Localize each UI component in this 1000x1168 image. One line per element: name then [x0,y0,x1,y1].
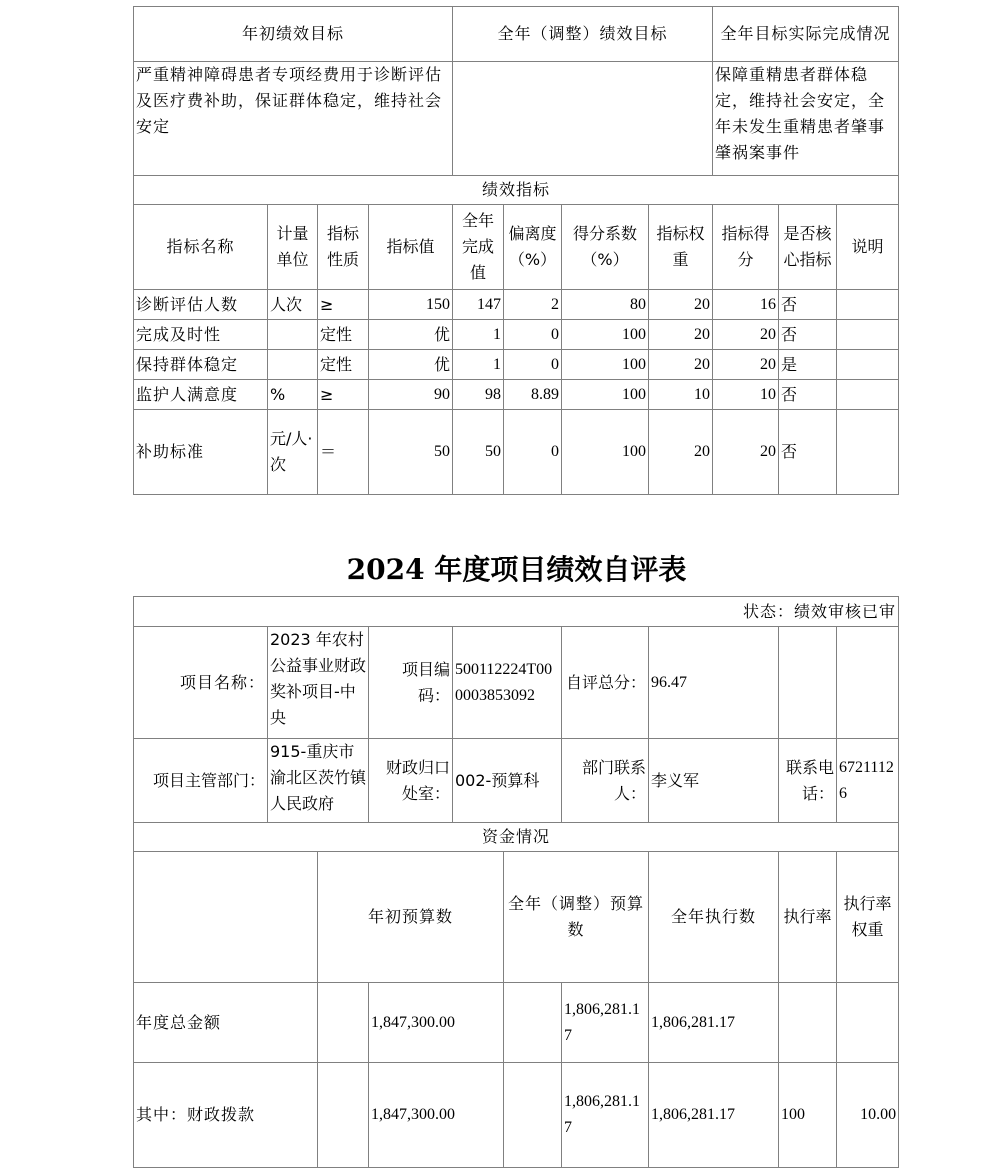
header-initial-goal: 年初绩效目标 [134,7,453,62]
indicator-actual: 50 [453,410,504,495]
indicator-target: 90 [369,380,453,410]
indicator-name: 保持群体稳定 [134,350,268,380]
indicator-coef: 100 [562,380,649,410]
dept-label: 项目主管部门： [134,739,268,823]
indicator-core: 否 [779,290,837,320]
indicator-weight: 20 [649,410,713,495]
fund-initial: 1,847,300.00 [369,1063,504,1168]
indicator-nature: 定性 [318,350,369,380]
indicator-core: 否 [779,410,837,495]
adjusted-goal-text [453,62,713,176]
indicator-note [837,410,899,495]
phone-label: 联系电话： [779,739,837,823]
table-row [134,1063,899,1168]
col-header-coef: 得分系数（%） [562,205,649,290]
indicator-deviation: 8.89 [504,380,562,410]
indicator-score: 20 [713,320,779,350]
status-text: 状态：绩效审核已审 [134,597,899,627]
indicator-actual: 1 [453,320,504,350]
indicator-name: 监护人满意度 [134,380,268,410]
fund-rate-weight: 10.00 [837,1063,899,1168]
indicator-unit [268,350,318,380]
indicator-coef: 100 [562,350,649,380]
indicator-coef: 100 [562,410,649,495]
col-header-target: 指标值 [369,205,453,290]
indicator-score: 20 [713,410,779,495]
phone-value: 67211126 [837,739,899,823]
actual-completion-text: 保障重精患者群体稳定，维持社会安定，全年未发生重精患者肇事肇祸案事件 [713,62,899,176]
indicator-core: 是 [779,350,837,380]
indicator-core: 否 [779,320,837,350]
indicator-target: 优 [369,320,453,350]
indicator-score: 16 [713,290,779,320]
self-score-value: 96.47 [649,627,779,739]
indicator-target: 优 [369,350,453,380]
header-adjusted-goal: 全年（调整）绩效目标 [453,7,713,62]
table-row [134,380,899,410]
indicator-actual: 147 [453,290,504,320]
indicator-deviation: 0 [504,320,562,350]
fund-executed: 1,806,281.17 [649,983,779,1063]
indicator-score: 20 [713,350,779,380]
col-header-initial-budget: 年初预算数 [318,852,504,983]
col-header-deviation: 偏离度（%） [504,205,562,290]
indicator-coef: 80 [562,290,649,320]
indicator-name: 诊断评估人数 [134,290,268,320]
table-row [134,350,899,380]
project-code-value: 500112224T000003853092 [453,627,562,739]
fund-initial: 1,847,300.00 [369,983,504,1063]
dept-value: 915-重庆市渝北区茨竹镇人民政府 [268,739,369,823]
indicator-actual: 98 [453,380,504,410]
indicator-nature: 定性 [318,320,369,350]
project-name-value: 2023 年农村公益事业财政奖补项目-中央 [268,627,369,739]
indicator-weight: 20 [649,350,713,380]
indicator-name: 补助标准 [134,410,268,495]
initial-goal-text: 严重精神障碍患者专项经费用于诊断评估及医疗费补助，保证群体稳定，维持社会安定 [134,62,453,176]
col-header-executed: 全年执行数 [649,852,779,983]
indicator-nature: ≥ [318,290,369,320]
indicator-score: 10 [713,380,779,410]
fund-rate [779,983,837,1063]
project-code-label: 项目编码： [369,627,453,739]
indicator-note [837,290,899,320]
indicator-nature: ＝ [318,410,369,495]
fund-row-label: 年度总金额 [134,983,318,1063]
fund-rate-weight [837,983,899,1063]
col-header-core: 是否核心指标 [779,205,837,290]
fund-adjusted: 1,806,281.17 [562,983,649,1063]
indicator-core: 否 [779,380,837,410]
table-row [134,983,899,1063]
col-header-unit: 计量单位 [268,205,318,290]
contact-value: 李义军 [649,739,779,823]
col-header-actual: 全年完成值 [453,205,504,290]
finance-value: 002-预算科 [453,739,562,823]
indicator-nature: ≥ [318,380,369,410]
self-score-label: 自评总分： [562,627,649,739]
indicator-unit [268,320,318,350]
indicator-weight: 10 [649,380,713,410]
indicator-unit: % [268,380,318,410]
indicator-note [837,380,899,410]
indicator-coef: 100 [562,320,649,350]
col-header-name: 指标名称 [134,205,268,290]
fund-row-label: 其中：财政拨款 [134,1063,318,1168]
contact-label: 部门联系人： [562,739,649,823]
page-title: 2024 年度项目绩效自评表 [346,553,687,586]
fund-adjusted: 1,806,281.17 [562,1063,649,1168]
col-header-rate: 执行率 [779,852,837,983]
col-header-rate-weight: 执行率权重 [837,852,899,983]
indicator-section-title: 绩效指标 [134,176,899,205]
fund-executed: 1,806,281.17 [649,1063,779,1168]
indicator-unit: 人次 [268,290,318,320]
table-row [134,410,899,495]
header-actual-completion: 全年目标实际完成情况 [713,7,899,62]
table-row [134,290,899,320]
funds-section-title: 资金情况 [134,823,899,852]
indicator-name: 完成及时性 [134,320,268,350]
project-self-evaluation-table [133,596,899,1168]
indicator-deviation: 0 [504,410,562,495]
col-header-adjusted-budget: 全年（调整）预算数 [504,852,649,983]
performance-indicator-table [133,6,899,495]
col-header-note: 说明 [837,205,899,290]
indicator-note [837,320,899,350]
indicator-actual: 1 [453,350,504,380]
indicator-target: 150 [369,290,453,320]
indicator-deviation: 0 [504,350,562,380]
col-header-score: 指标得分 [713,205,779,290]
col-header-weight: 指标权重 [649,205,713,290]
finance-label: 财政归口处室： [369,739,453,823]
indicator-weight: 20 [649,290,713,320]
col-header-nature: 指标性质 [318,205,369,290]
indicator-note [837,350,899,380]
fund-rate: 100 [779,1063,837,1168]
table-row [134,320,899,350]
indicator-deviation: 2 [504,290,562,320]
project-name-label: 项目名称： [134,627,268,739]
indicator-target: 50 [369,410,453,495]
indicator-weight: 20 [649,320,713,350]
indicator-unit: 元/人·次 [268,410,318,495]
